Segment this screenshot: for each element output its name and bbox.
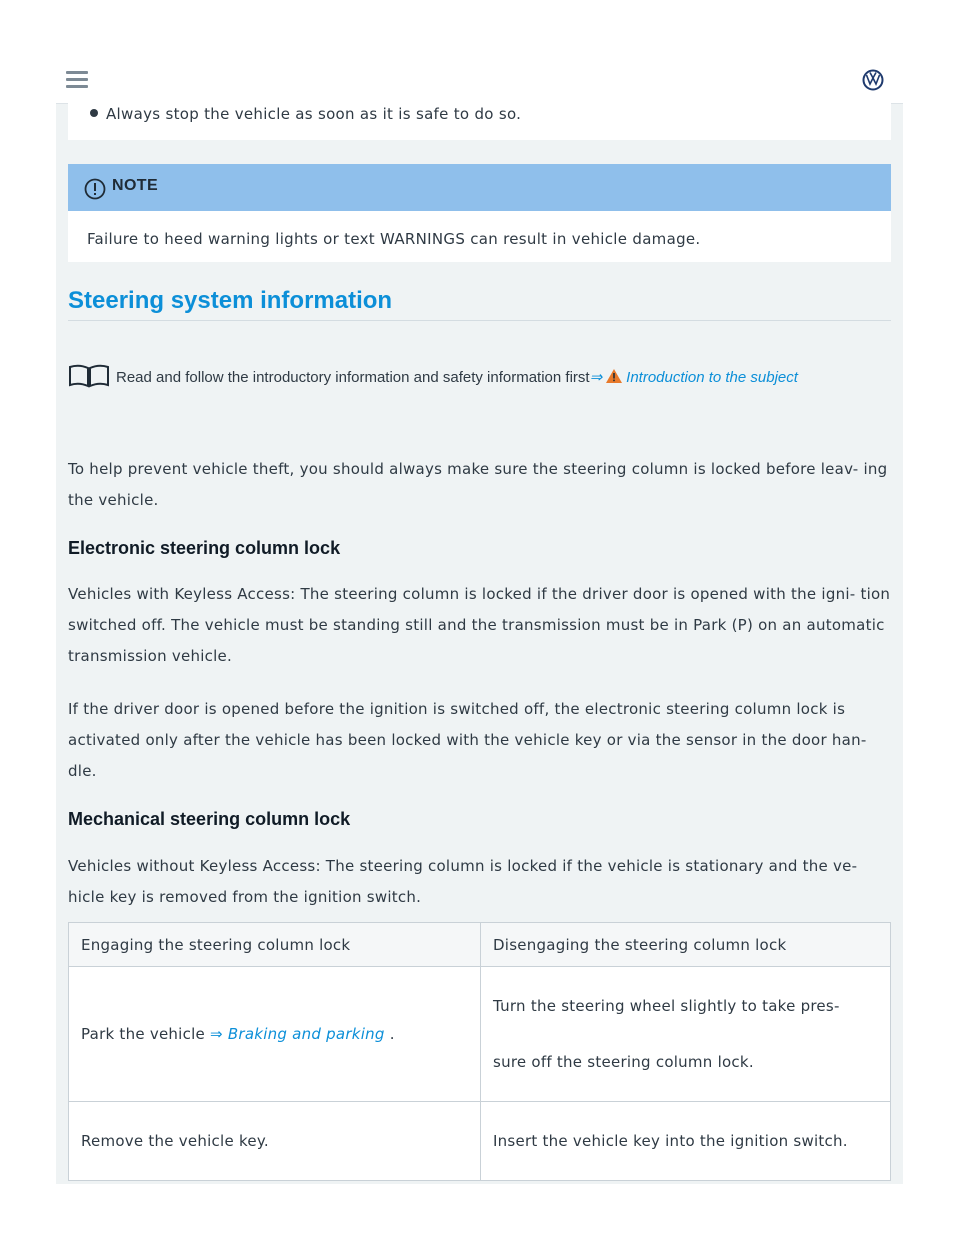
note-header bbox=[68, 164, 891, 211]
braking-parking-link[interactable]: ⇒ Braking and parking bbox=[210, 1025, 385, 1043]
mechanical-paragraph: Vehicles without Keyless Access: The steering column is locked if the vehicle is stationary and the ve- hicle key is removed from the ignition switch. bbox=[68, 857, 858, 906]
warning-bullet-text: Always stop the vehicle as soon as it is safe to do so. bbox=[106, 105, 522, 123]
electronic-paragraph-2: If the driver door is opened before the ignition is switched off, the electronic steering column lock is activated only after the vehicle has been locked with the vehicle key or via the sensor in the door han- dle. bbox=[68, 700, 867, 780]
table-header-row bbox=[69, 923, 891, 967]
theft-paragraph: To help prevent vehicle theft, you should always make sure the steering column is locked before leav- ing the vehicle. bbox=[68, 460, 888, 509]
intro-paragraph bbox=[68, 364, 891, 391]
electronic-title: Electronic steering column lock bbox=[68, 538, 341, 558]
steering-lock-table bbox=[68, 922, 891, 1181]
bullet-dot bbox=[90, 109, 98, 117]
note-body: Failure to heed warning lights or text WARNINGS can result in vehicle damage. bbox=[87, 230, 701, 248]
exclamation-circle-icon bbox=[84, 178, 106, 200]
top-bar bbox=[56, 57, 903, 104]
electronic-paragraph-1: Vehicles with Keyless Access: The steering column is locked if the driver door is opened with the igni- tion switched off. The vehicle must be standing still and the transmission must be in Park (P) on an automatic transmission vehicle. bbox=[68, 585, 891, 665]
book-icon bbox=[68, 364, 110, 388]
table-cell-engage-1 bbox=[69, 967, 481, 1102]
table-header-engaging: Engaging the steering column lock bbox=[69, 923, 481, 967]
table-cell-disengage-1: Turn the steering wheel slightly to take pres- sure off the steering column lock. bbox=[481, 967, 891, 1102]
mechanical-title: Mechanical steering column lock bbox=[68, 809, 351, 829]
table-cell-engage-2: Remove the vehicle key. bbox=[69, 1102, 481, 1181]
menu-icon[interactable] bbox=[66, 71, 88, 89]
table-header-disengaging: Disengaging the steering column lock bbox=[481, 923, 891, 967]
cell-text: Park the vehicle bbox=[81, 1025, 205, 1043]
warning-triangle-icon bbox=[605, 368, 623, 384]
intro-text: Read and follow the introductory information and safety information first bbox=[116, 369, 590, 386]
intro-link[interactable]: Introduction to the subject bbox=[626, 369, 798, 386]
intro-arrow[interactable]: ⇒ bbox=[589, 369, 603, 386]
warning-bullet bbox=[90, 105, 521, 123]
table-row bbox=[69, 1102, 891, 1181]
section-title: Steering system information bbox=[68, 287, 393, 314]
note-title: NOTE bbox=[112, 177, 159, 194]
table-cell-disengage-2: Insert the vehicle key into the ignition switch. bbox=[481, 1102, 891, 1181]
table-row bbox=[69, 967, 891, 1102]
vw-logo-icon[interactable] bbox=[862, 69, 884, 91]
cell-tail: . bbox=[389, 1025, 395, 1043]
section-divider bbox=[68, 320, 891, 321]
